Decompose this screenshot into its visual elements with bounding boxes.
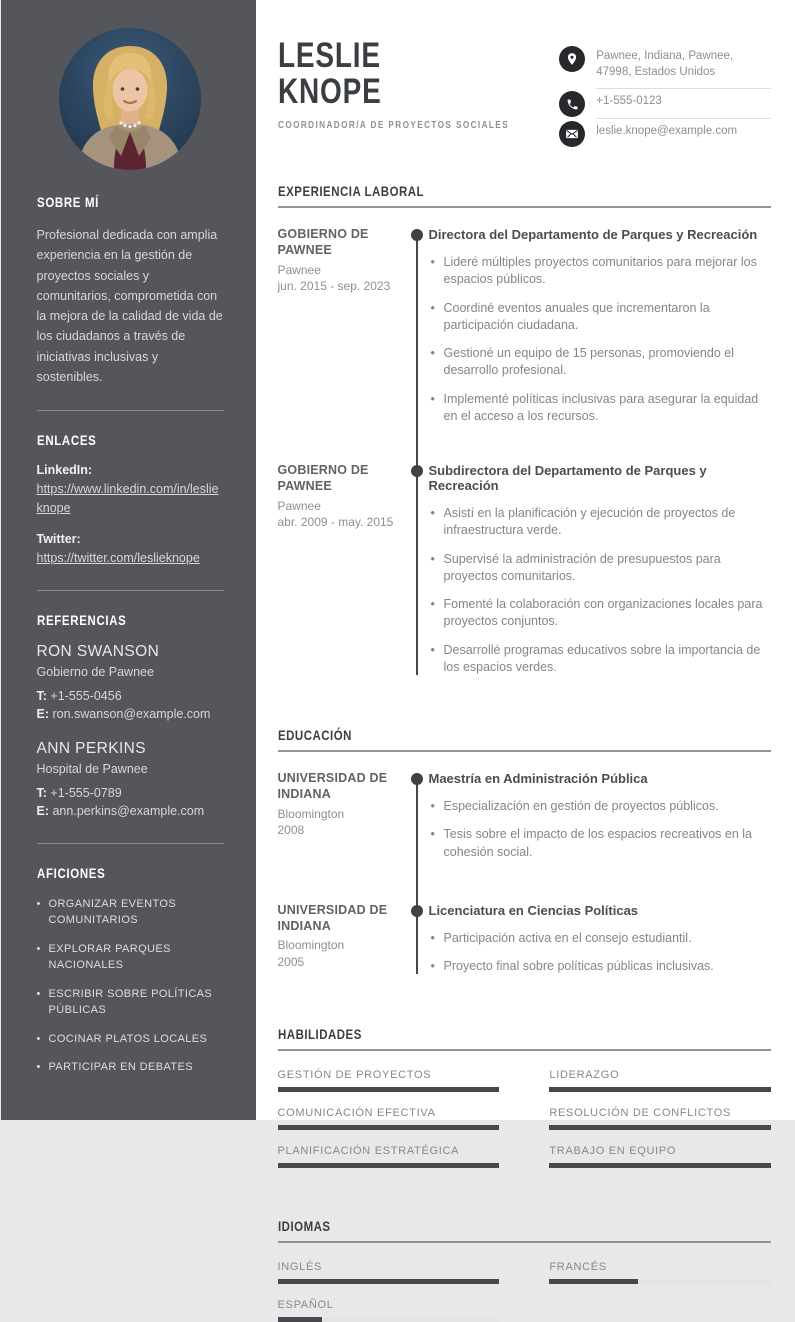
- reference-item: [37, 740, 224, 820]
- language-bar: [278, 1317, 500, 1322]
- contact-location-text: Pawnee, Indiana, Pawnee, 47998, Estados Unidos: [596, 46, 771, 89]
- hobby-list: [37, 896, 224, 1076]
- about-title: SOBRE MÍ: [37, 194, 224, 210]
- contact-block: [559, 46, 771, 149]
- entry-bullets: [429, 505, 772, 676]
- language-item: [278, 1261, 500, 1284]
- skill-bar: [549, 1163, 771, 1168]
- language-bar: [278, 1279, 500, 1284]
- reference-name: RON SWANSON: [37, 643, 224, 661]
- timeline-dot: [411, 229, 423, 241]
- links-title: ENLACES: [37, 432, 224, 448]
- language-bar-fill: [278, 1317, 322, 1322]
- reference-email: E: ron.swanson@example.com: [37, 705, 224, 723]
- languages-title: IDIOMAS: [278, 1218, 772, 1234]
- reference-email: E: ann.perkins@example.com: [37, 802, 224, 820]
- bullet: • Implementé políticas inclusivas para asegurar la equidad en el acceso a los recursos.: [429, 391, 772, 426]
- bullet: • Gestioné un equipo de 15 personas, promoviendo el desarrollo profesional.: [429, 345, 772, 380]
- language-item: [549, 1261, 771, 1284]
- link-label: Twitter:: [37, 532, 224, 546]
- references-title: REFERENCIAS: [37, 612, 224, 628]
- entry-content: [429, 770, 772, 872]
- entry-bullets: [429, 254, 772, 425]
- entry-org: GOBIERNO DE PAWNEE: [278, 226, 398, 259]
- entry-meta: [278, 226, 398, 436]
- skill-bar-fill: [278, 1087, 500, 1092]
- skill-item: [278, 1069, 500, 1092]
- twitter-link[interactable]: https://twitter.com/leslieknope: [37, 549, 224, 568]
- hobby-item: • COCINAR PLATOS LOCALES: [37, 1031, 224, 1048]
- section-rule: [278, 1049, 772, 1051]
- sidebar-divider: [37, 590, 224, 591]
- languages-grid: [278, 1261, 772, 1322]
- bullet: • Supervisé la administración de presupuestos para proyectos comunitarios.: [429, 551, 772, 586]
- timeline-dot: [411, 465, 423, 477]
- entry-meta: [278, 902, 398, 987]
- entry-dates: 2005: [278, 954, 398, 971]
- language-label: INGLÉS: [278, 1261, 500, 1273]
- experience-entry: [278, 462, 772, 687]
- entry-bullets: [429, 798, 772, 861]
- skill-bar-fill: [278, 1125, 500, 1130]
- contact-email-text: leslie.knope@example.com: [596, 121, 771, 148]
- hobby-item: • ORGANIZAR EVENTOS COMUNITARIOS: [37, 896, 224, 929]
- skill-bar: [549, 1125, 771, 1130]
- bullet: • Especialización en gestión de proyectos públicos.: [429, 798, 772, 815]
- education-title: EDUCACIÓN: [278, 727, 772, 743]
- skills-section: [278, 1026, 772, 1168]
- experience-entry: [278, 226, 772, 436]
- name-block: [278, 38, 560, 131]
- person-name: LESLIE KNOPE: [278, 38, 560, 110]
- skill-item: [549, 1069, 771, 1092]
- bullet: • Desarrollé programas educativos sobre la importancia de los espacios verdes.: [429, 642, 772, 677]
- contact-phone-text: +1-555-0123: [596, 91, 771, 119]
- hobby-item: • ESCRIBIR SOBRE POLÍTICAS PÚBLICAS: [37, 986, 224, 1019]
- skill-label: GESTIÓN DE PROYECTOS: [278, 1069, 500, 1081]
- language-item: [278, 1299, 500, 1322]
- skill-bar: [278, 1125, 500, 1130]
- languages-section: [278, 1218, 772, 1322]
- contact-row-location: [559, 46, 771, 89]
- experience-section: [278, 183, 772, 687]
- language-label: ESPAÑOL: [278, 1299, 500, 1311]
- hobbies-section: [37, 865, 224, 1076]
- entry-content: [429, 902, 772, 987]
- reference-phone: T: +1-555-0456: [37, 687, 224, 705]
- link-item-linkedin: [37, 463, 224, 518]
- education-entry: [278, 902, 772, 987]
- entry-location: Bloomington: [278, 937, 398, 954]
- entry-location: Bloomington: [278, 806, 398, 823]
- skill-item: [278, 1107, 500, 1130]
- sidebar: [1, 0, 256, 1120]
- entry-degree: Licenciatura en Ciencias Políticas: [429, 903, 772, 918]
- education-timeline: [278, 770, 772, 986]
- entry-location: Pawnee: [278, 262, 398, 279]
- reference-org: Hospital de Pawnee: [37, 762, 224, 776]
- skill-label: COMUNICACIÓN EFECTIVA: [278, 1107, 500, 1119]
- bullet: • Lideré múltiples proyectos comunitarios para mejorar los espacios públicos.: [429, 254, 772, 289]
- entry-dates: abr. 2009 - may. 2015: [278, 514, 398, 531]
- main-content: [256, 0, 795, 1120]
- language-label: FRANCÉS: [549, 1261, 771, 1273]
- entry-meta: [278, 770, 398, 872]
- location-icon: [559, 46, 585, 72]
- hobby-item: • PARTICIPAR EN DEBATES: [37, 1059, 224, 1076]
- timeline-dot: [411, 773, 423, 785]
- bullet: • Coordiné eventos anuales que incrementaron la participación ciudadana.: [429, 300, 772, 335]
- bullet: • Tesis sobre el impacto de los espacios recreativos en la cohesión social.: [429, 826, 772, 861]
- skill-bar: [278, 1087, 500, 1092]
- entry-location: Pawnee: [278, 498, 398, 515]
- email-icon: [559, 121, 585, 147]
- profile-photo: [59, 28, 201, 170]
- entry-meta: [278, 462, 398, 687]
- bullet: • Proyecto final sobre políticas públicas inclusivas.: [429, 958, 772, 975]
- sidebar-divider: [37, 410, 224, 411]
- entry-org: UNIVERSIDAD DE INDIANA: [278, 902, 398, 935]
- language-bar: [549, 1279, 771, 1284]
- skill-label: TRABAJO EN EQUIPO: [549, 1145, 771, 1157]
- entry-dates: 2008: [278, 822, 398, 839]
- skill-item: [549, 1107, 771, 1130]
- reference-org: Gobierno de Pawnee: [37, 665, 224, 679]
- phone-icon: [559, 91, 585, 117]
- skill-label: RESOLUCIÓN DE CONFLICTOS: [549, 1107, 771, 1119]
- language-bar-fill: [549, 1279, 638, 1284]
- resume-header: [278, 38, 772, 149]
- section-rule: [278, 750, 772, 752]
- entry-role: Directora del Departamento de Parques y Recreación: [429, 227, 772, 242]
- skills-title: HABILIDADES: [278, 1026, 772, 1042]
- entry-org: GOBIERNO DE PAWNEE: [278, 462, 398, 495]
- references-section: [37, 612, 224, 820]
- experience-title: EXPERIENCIA LABORAL: [278, 183, 772, 199]
- entry-dates: jun. 2015 - sep. 2023: [278, 278, 398, 295]
- bullet: • Participación activa en el consejo estudiantil.: [429, 930, 772, 947]
- skill-bar-fill: [549, 1163, 771, 1168]
- link-item-twitter: [37, 532, 224, 568]
- skill-bar: [549, 1087, 771, 1092]
- entry-bullets: [429, 930, 772, 976]
- reference-item: [37, 643, 224, 723]
- bullet: • Asistí en la planificación y ejecución de proyectos de infraestructura verde.: [429, 505, 772, 540]
- avatar-illustration: [59, 28, 201, 170]
- reference-name: ANN PERKINS: [37, 740, 224, 758]
- sidebar-divider: [37, 843, 224, 844]
- skill-item: [278, 1145, 500, 1168]
- about-section: [37, 194, 224, 387]
- link-label: LinkedIn:: [37, 463, 224, 477]
- resume-page: [1, 0, 795, 1120]
- entry-content: [429, 226, 772, 436]
- language-bar-fill: [278, 1279, 500, 1284]
- about-text: Profesional dedicada con amplia experiencia en la gestión de proyectos sociales y comunitarios, comprometida con la mejora de la calidad de vida de los ciudadanos a través de iniciativas inclusivas y sostenibles.: [37, 225, 224, 387]
- skill-bar-fill: [549, 1087, 771, 1092]
- timeline-dot: [411, 905, 423, 917]
- person-role: COORDINADOR/A DE PROYECTOS SOCIALES: [278, 120, 560, 131]
- reference-phone: T: +1-555-0789: [37, 784, 224, 802]
- contact-row-phone: [559, 91, 771, 119]
- education-section: [278, 727, 772, 986]
- bullet: • Fomenté la colaboración con organizaciones locales para proyectos conjuntos.: [429, 596, 772, 631]
- links-section: [37, 432, 224, 567]
- skill-bar-fill: [549, 1125, 771, 1130]
- linkedin-link[interactable]: https://www.linkedin.com/in/leslieknope: [37, 480, 224, 518]
- experience-timeline: [278, 226, 772, 687]
- contact-row-email: [559, 121, 771, 148]
- skills-grid: [278, 1069, 772, 1168]
- section-rule: [278, 1241, 772, 1243]
- skill-bar: [278, 1163, 500, 1168]
- entry-degree: Maestría en Administración Pública: [429, 771, 772, 786]
- skill-label: LIDERAZGO: [549, 1069, 771, 1081]
- skill-label: PLANIFICACIÓN ESTRATÉGICA: [278, 1145, 500, 1157]
- entry-org: UNIVERSIDAD DE INDIANA: [278, 770, 398, 803]
- entry-role: Subdirectora del Departamento de Parques y Recreación: [429, 463, 772, 493]
- hobby-item: • EXPLORAR PARQUES NACIONALES: [37, 941, 224, 974]
- education-entry: [278, 770, 772, 872]
- section-rule: [278, 206, 772, 208]
- skill-item: [549, 1145, 771, 1168]
- hobbies-title: AFICIONES: [37, 865, 224, 881]
- skill-bar-fill: [278, 1163, 500, 1168]
- entry-content: [429, 462, 772, 687]
